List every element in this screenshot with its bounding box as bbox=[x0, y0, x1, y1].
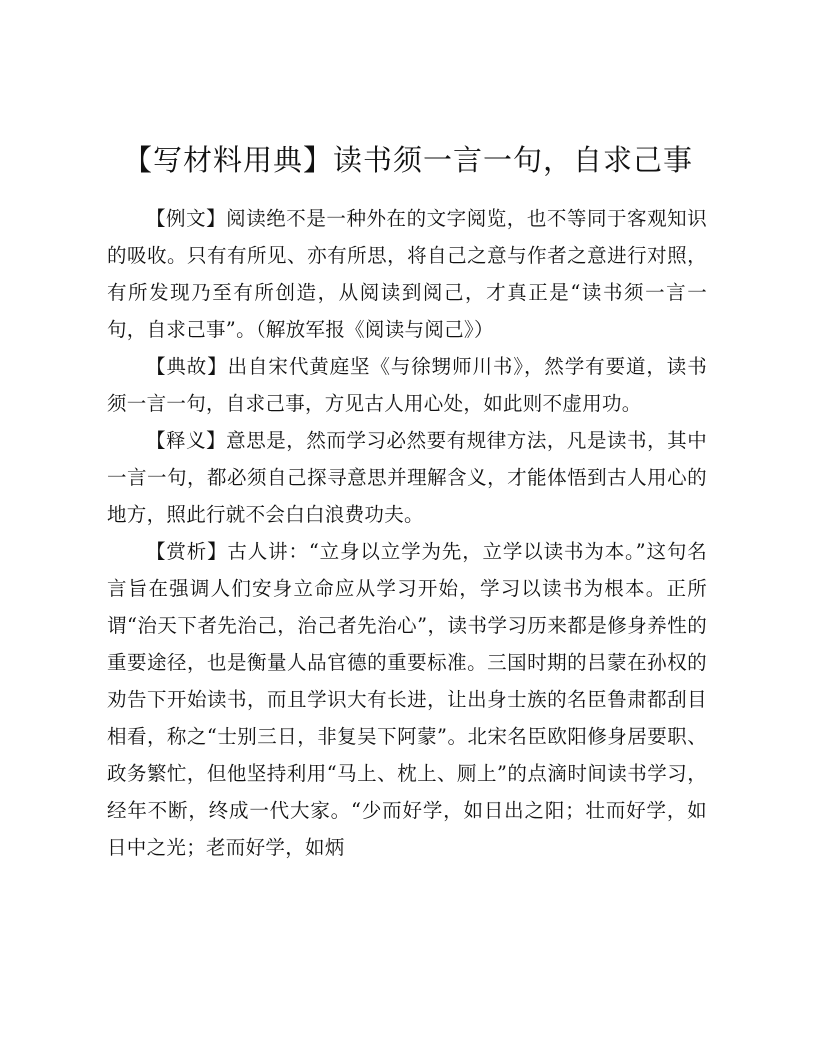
document-title: 【写材料用典】读书须一言一句，自求己事 bbox=[122, 143, 693, 177]
paragraph-allusion: 【典故】出自宋代黄庭坚《与徐甥师川书》，然学有要道，读书须一言一句，自求己事，方见古人用心处，如此则不虚用功。 bbox=[107, 355, 707, 415]
paragraph-interpretation: 【释义】意思是，然而学习必然要有规律方法，凡是读书，其中一言一句，都必须自己探寻意思并理解含义，才能体悟到古人用心的地方，照此行就不会白白浪费功夫。 bbox=[107, 429, 707, 526]
paragraph-example: 【例文】阅读绝不是一种外在的文字阅览，也不等同于客观知识的吸收。只有有所见、亦有所思，将自己之意与作者之意进行对照，有所发现乃至有所创造，从阅读到阅己，才真正是“读书须一言一句，自求己事”。（解放军报《阅读与阅己》） bbox=[107, 207, 707, 341]
document-body bbox=[107, 200, 707, 866]
paragraph-appreciation: 【赏析】古人讲：“立身以立学为先，立学以读书为本。”这句名言旨在强调人们安身立命应从学习开始，学习以读书为根本。正所谓“治天下者先治己，治己者先治心”，读书学习历来都是修身养性的重要途径，也是衡量人品官德的重要标准。三国时期的吕蒙在孙权的劝告下开始读书，而且学识大有长进，让出身士族的名臣鲁肃都刮目相看，称之“士别三日，非复吴下阿蒙”。北宋名臣欧阳修身居要职、政务繁忙，但他坚持利用“马上、枕上、厕上”的点滴时间读书学习，经年不断，终成一代大家。“少而好学，如日出之阳；壮而好学，如日中之光；老而好学，如炳 bbox=[107, 540, 707, 859]
